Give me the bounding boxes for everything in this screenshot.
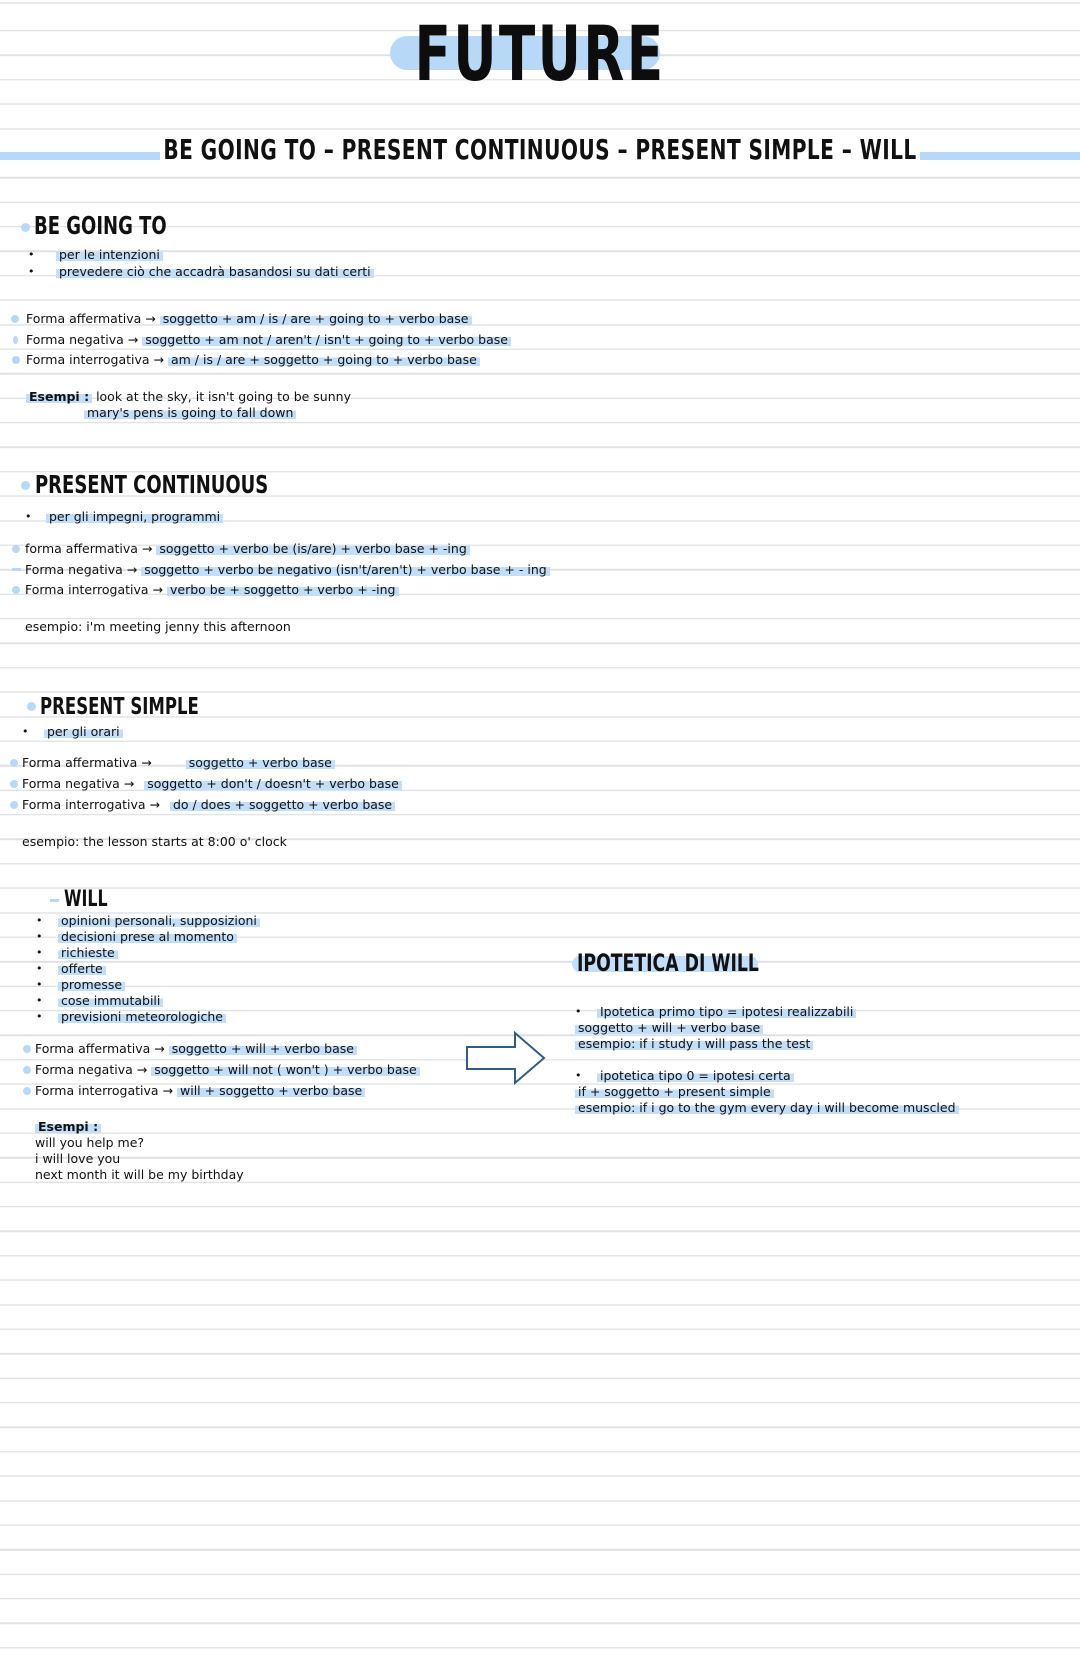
form-rule: soggetto + will + verbo base (169, 1041, 357, 1056)
heading-present-simple: PRESENT SIMPLE (40, 694, 199, 720)
bullet: • (36, 914, 43, 927)
form-dash (12, 568, 21, 571)
form-rule: soggetto + verbo base (186, 755, 335, 770)
ipotetica-example-text: esempio: if i study i will pass the test (575, 1036, 813, 1051)
form-rule: verbo be + soggetto + verbo + -ing (167, 582, 399, 597)
form-row (35, 1062, 420, 1078)
examples-label (35, 1119, 101, 1135)
page-subtitle (108, 132, 972, 168)
list-item (58, 961, 106, 977)
form-label: forma affermativa → (25, 541, 153, 556)
example-line: next month it will be my birthday (35, 1167, 244, 1182)
bullet: • (36, 1010, 43, 1023)
example-text: esempio: i'm meeting jenny this afternoon (25, 619, 291, 634)
form-row (35, 1083, 365, 1099)
section-bullet-dot (21, 481, 30, 490)
form-dot (12, 545, 20, 553)
form-label: Forma interrogativa → (26, 352, 165, 367)
list-item (58, 929, 237, 945)
form-rule: soggetto + am not / aren't / isn't + going to + verbo base (142, 332, 511, 347)
list-item (58, 993, 163, 1009)
form-rule: soggetto + don't / doesn't + verbo base (144, 776, 402, 791)
form-label: Forma interrogativa → (25, 582, 164, 597)
list-item (58, 977, 125, 993)
list-item (58, 945, 118, 961)
list-item-text: per le intenzioni (56, 247, 163, 262)
example-line: i will love you (35, 1151, 121, 1166)
section-bullet-dot (21, 223, 30, 232)
bullet: • (36, 946, 43, 959)
list-item-text: per gli orari (44, 724, 123, 739)
ipotetica-example (575, 1036, 813, 1052)
section-bullet-dash (50, 899, 59, 902)
form-row (25, 562, 550, 578)
form-rule: soggetto + will not ( won't ) + verbo base (151, 1062, 419, 1077)
heading-ipotetica-di-will: IPOTETICA DI WILL (577, 949, 759, 977)
form-dot (13, 336, 18, 344)
page-title: FUTURE (414, 9, 666, 98)
form-row (26, 332, 511, 348)
form-label: Forma interrogativa → (35, 1083, 174, 1098)
list-item (58, 913, 260, 929)
form-rule: soggetto + verbo be (is/are) + verbo base + -ing (156, 541, 469, 556)
bullet: • (36, 962, 43, 975)
right-arrow-icon (465, 1030, 547, 1086)
form-label: Forma negativa → (25, 562, 138, 577)
bullet: • (25, 510, 32, 523)
list-item (56, 247, 163, 263)
form-dot (12, 356, 20, 364)
example-text: esempio: the lesson starts at 8:00 o' clock (22, 834, 287, 849)
examples-label: Esempi : (26, 389, 92, 404)
form-label: Forma affermativa → (22, 755, 152, 770)
form-dot (23, 1066, 31, 1074)
example-line: will you help me? (35, 1135, 145, 1150)
form-dot (23, 1045, 31, 1053)
list-item (58, 1009, 226, 1025)
heading-will: WILL (64, 887, 108, 912)
ipotetica-rule-text: soggetto + will + verbo base (575, 1020, 763, 1035)
form-rule: am / is / are + soggetto + going to + verbo base (168, 352, 480, 367)
form-rule: soggetto + verbo be negativo (isn't/aren't) + verbo base + - ing (141, 562, 550, 577)
ipotetica-example-text: esempio: if i go to the gym every day i will become muscled (575, 1100, 959, 1115)
list-item-text: cose immutabili (58, 993, 163, 1008)
list-item-text: prevedere ciò che accadrà basandosi su dati certi (56, 264, 374, 279)
bullet: • (28, 248, 35, 261)
form-dot (10, 780, 18, 788)
example-line (25, 619, 291, 635)
form-rule: do / does + soggetto + verbo base (170, 797, 395, 812)
ipotetica-rule-text: if + soggetto + present simple (575, 1084, 774, 1099)
ipotetica-title-text: Ipotetica primo tipo = ipotesi realizzabili (597, 1004, 856, 1019)
ipotetica-rule (575, 1084, 774, 1100)
example-line: look at the sky, it isn't going to be sunny (96, 389, 351, 404)
form-dot (10, 801, 18, 809)
ipotetica-rule (575, 1020, 763, 1036)
list-item-text: promesse (58, 977, 125, 992)
form-label: Forma negativa → (26, 332, 139, 347)
form-row (22, 797, 395, 813)
ipotetica-example (575, 1100, 959, 1116)
list-item (46, 509, 223, 525)
list-item-text: opinioni personali, supposizioni (58, 913, 260, 928)
heading-present-continuous: PRESENT CONTINUOUS (35, 470, 269, 499)
form-row (25, 582, 399, 598)
ipotetica-title (597, 1004, 856, 1020)
bullet: • (36, 994, 43, 1007)
list-item-text: per gli impegni, programmi (46, 509, 223, 524)
form-rule: soggetto + am / is / are + going to + verbo base (160, 311, 472, 326)
form-dot (12, 586, 20, 594)
form-label: Forma negativa → (35, 1062, 148, 1077)
form-row (26, 311, 472, 327)
form-row (22, 776, 402, 792)
example-line (22, 834, 287, 850)
form-row (22, 755, 335, 771)
form-dot (11, 315, 19, 323)
bullet: • (575, 1069, 582, 1082)
section-bullet-dot (27, 702, 36, 711)
subtitle-text: BE GOING TO – PRESENT CONTINUOUS – PRESENT SIMPLE – WILL (160, 133, 920, 166)
bullet: • (36, 978, 43, 991)
form-label: Forma negativa → (22, 776, 135, 791)
bullet: • (575, 1005, 582, 1018)
list-item-text: previsioni meteorologiche (58, 1009, 226, 1024)
form-row (26, 352, 480, 368)
heading-be-going-to: BE GOING TO (34, 211, 167, 240)
example-text: mary's pens is going to fall down (84, 405, 296, 420)
bullet: • (22, 725, 29, 738)
form-rule: will + soggetto + verbo base (177, 1083, 365, 1098)
list-item (44, 724, 123, 740)
form-row (35, 1041, 357, 1057)
form-dot (10, 759, 18, 767)
list-item-text: offerte (58, 961, 106, 976)
form-row (25, 541, 470, 557)
example-line (84, 405, 296, 421)
list-item-text: decisioni prese al momento (58, 929, 237, 944)
bullet: • (28, 265, 35, 278)
form-label: Forma affermativa → (35, 1041, 165, 1056)
bullet: • (36, 930, 43, 943)
list-item-text: richieste (58, 945, 118, 960)
form-label: Forma interrogativa → (22, 797, 161, 812)
examples-label-text: Esempi : (35, 1119, 101, 1134)
form-dot (23, 1087, 31, 1095)
examples-block (26, 389, 351, 405)
ipotetica-title-text: ipotetica tipo 0 = ipotesi certa (597, 1068, 794, 1083)
form-label: Forma affermativa → (26, 311, 156, 326)
list-item (56, 264, 374, 280)
ipotetica-title (597, 1068, 794, 1084)
